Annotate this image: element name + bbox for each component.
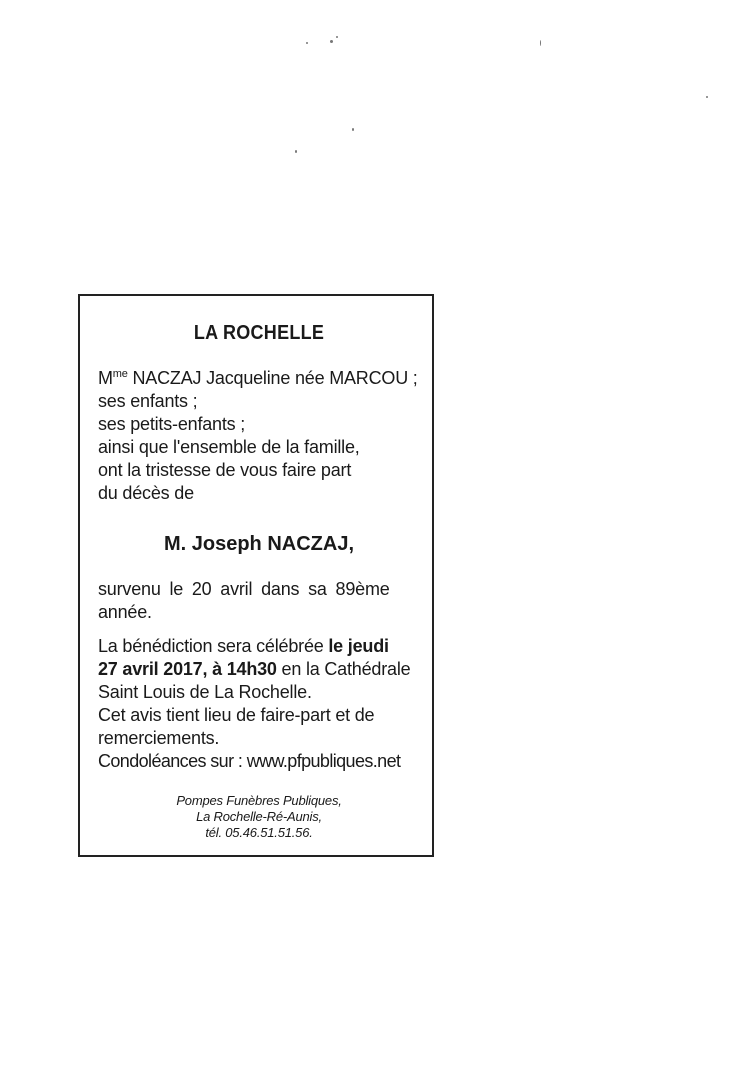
family-line-1: $M^{me}$ NACZAJ Jacqueline née MARCOU ; xyxy=(98,368,418,388)
ceremony-line-1: La bénédiction sera célébrée le jeudi xyxy=(98,636,389,656)
notice-line-2: remerciements. xyxy=(98,728,220,748)
ceremony-line-3: Saint Louis de La Rochelle. xyxy=(98,682,312,702)
family-announcement xyxy=(98,367,420,505)
family-line-2: ses enfants ; xyxy=(98,391,198,411)
notice-line-1: Cet avis tient lieu de faire-part et de xyxy=(98,705,375,725)
death-line-1: survenu le 20 avril dans sa 89ème xyxy=(98,579,390,599)
condolences-line: Condoléances sur : www.pfpubliques.net xyxy=(98,751,401,771)
death-line-2: année. xyxy=(98,602,152,622)
family-line-6: du décès de xyxy=(98,483,194,503)
death-details xyxy=(98,578,420,624)
footer-line-2: La Rochelle-Ré-Aunis, xyxy=(196,809,322,824)
family-line-5: ont la tristesse de vous faire part xyxy=(98,460,352,480)
funeral-home-footer xyxy=(98,793,420,841)
footer-line-1: Pompes Funèbres Publiques, xyxy=(176,793,342,808)
footer-line-3: tél. 05.46.51.51.56. xyxy=(205,825,313,840)
obituary-notice xyxy=(78,294,434,857)
deceased-name: M. Joseph NACZAJ, xyxy=(163,533,355,555)
family-line-3: ses petits-enfants ; xyxy=(98,414,246,434)
city-heading: LA ROCHELLE xyxy=(193,322,325,344)
family-line-4: ainsi que l'ensemble de la famille, xyxy=(98,437,360,457)
ceremony-line-2: 27 avril 2017, à 14h30 en la Cathédrale xyxy=(98,659,411,679)
ceremony-details xyxy=(98,635,420,773)
